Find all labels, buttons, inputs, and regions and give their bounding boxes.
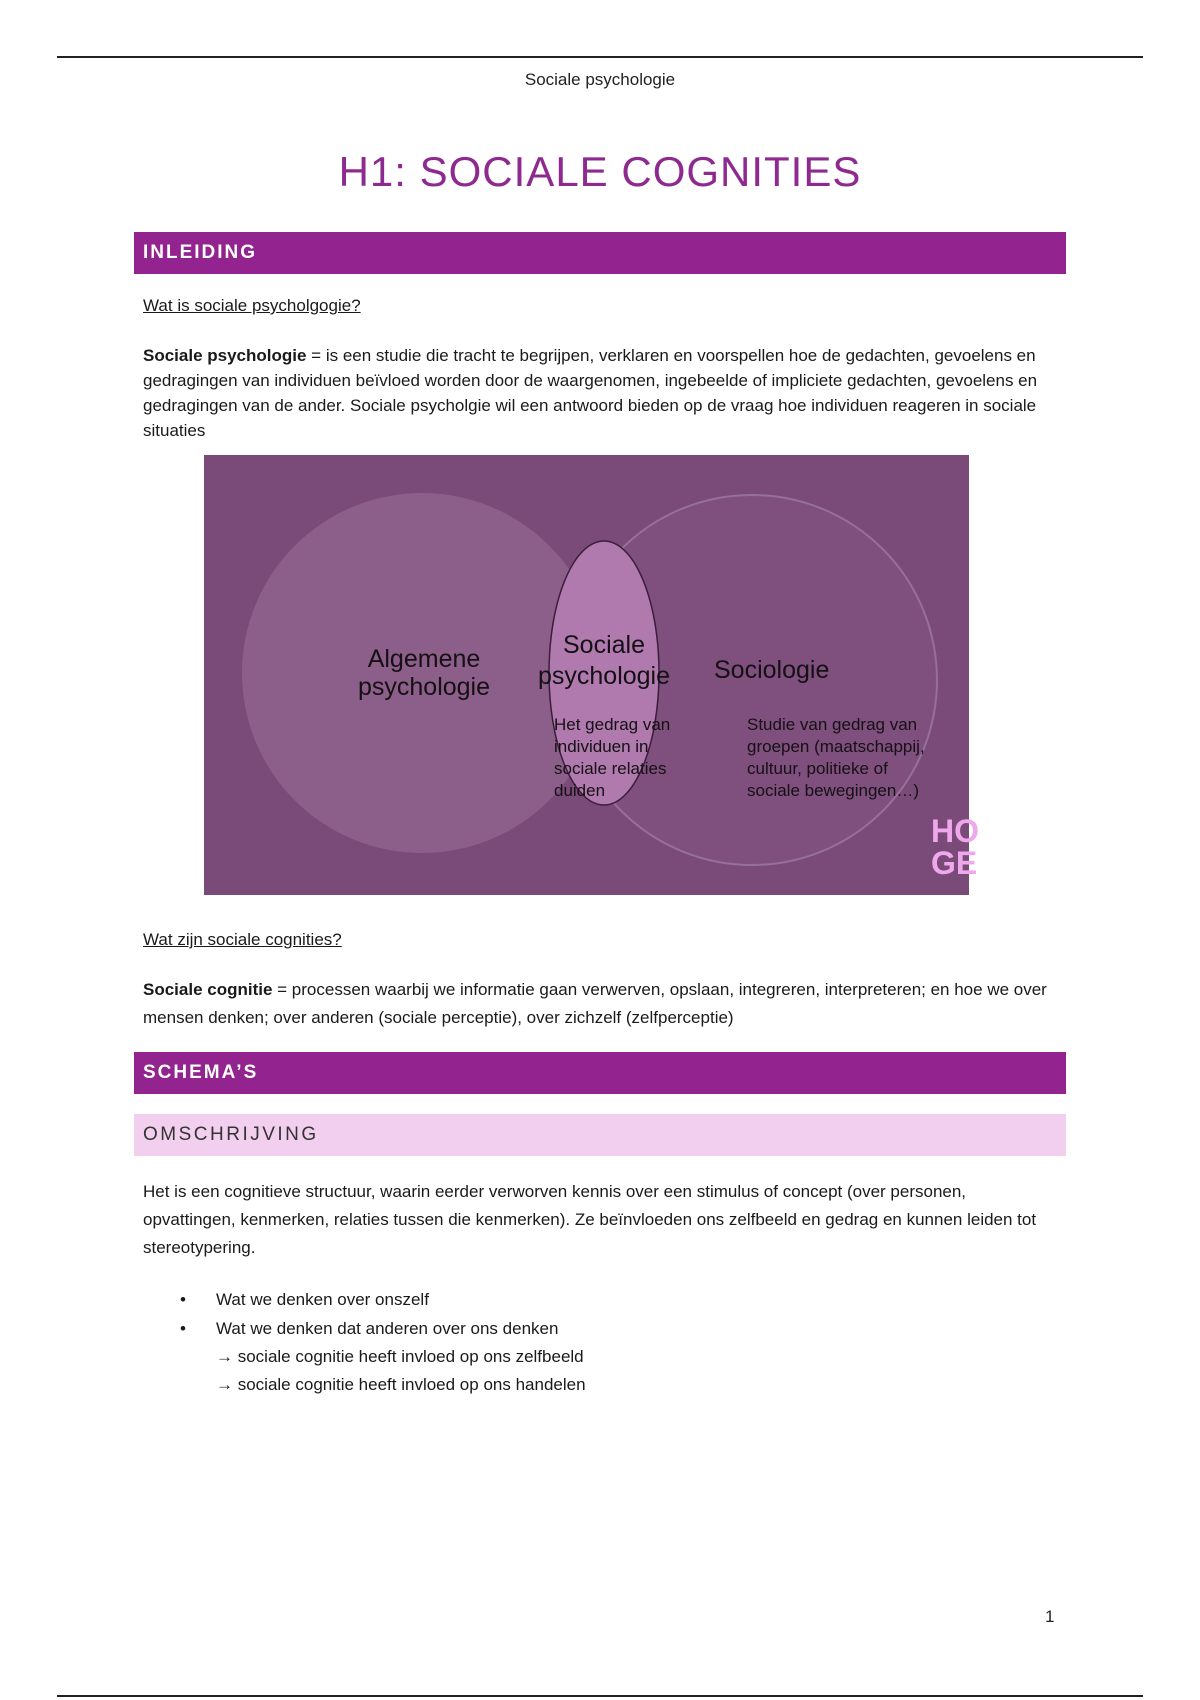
arrow-line: → sociale cognitie heeft invloed op ons zelfbeeld bbox=[216, 1347, 584, 1366]
list-item-text: Wat we denken over onszelf bbox=[216, 1290, 429, 1309]
label-general-psychology-line1: Algemene bbox=[367, 645, 481, 673]
desc-social-psychology-line: individuen in bbox=[554, 737, 649, 756]
definition-social-cognition bbox=[143, 976, 1063, 1032]
definition-term: Sociale psychologie bbox=[143, 346, 307, 365]
desc-sociology bbox=[747, 714, 957, 802]
label-social-psychology-line2: psychologie bbox=[537, 662, 671, 690]
page-number: 1 bbox=[1045, 1607, 1055, 1626]
section-heading-schemas: SCHEMA’S bbox=[134, 1052, 1066, 1094]
venn-diagram bbox=[204, 455, 979, 895]
running-header: Sociale psychologie bbox=[524, 70, 676, 89]
desc-social-psychology-line: Het gedrag van bbox=[554, 715, 671, 734]
schema-description: Het is een cognitieve structuur, waarin eerder verworven kennis over een stimulus of concept (over personen, opvattingen, kenmerken, relaties tussen die kenmerken). Ze beïnvloeden ons zelfbeeld en gedrag en kunnen leiden tot stereotypering. bbox=[143, 1182, 1037, 1257]
top-rule bbox=[57, 56, 1143, 58]
list-item bbox=[180, 1314, 586, 1343]
section-heading-inleiding: INLEIDING bbox=[134, 232, 1066, 274]
logo-line1: HO bbox=[931, 813, 979, 849]
desc-social-psychology-line: sociale relaties bbox=[554, 759, 667, 778]
question-what-is-social-psychology: Wat is sociale psycholgogie? bbox=[143, 296, 361, 315]
desc-sociology-line: groepen (maatschappij, bbox=[747, 737, 925, 756]
list-item bbox=[180, 1285, 586, 1314]
bullet-list bbox=[180, 1285, 586, 1399]
desc-sociology-line: Studie van gedrag van bbox=[747, 715, 918, 734]
desc-sociology-line: sociale bewegingen…) bbox=[747, 781, 919, 800]
desc-social-psychology-line: duiden bbox=[554, 781, 606, 800]
definition-text: = is een studie die tracht te begrijpen, verklaren en voorspellen hoe de gedachten, gevoelens en gedragingen van individuen beïvloed worden door de waargenomen, ingebeelde of impliciete gedachten, gevoelens en gedragingen van de ander. Sociale psycholgie wil een antwoord bieden op de vraag hoe individuen reageren in sociale situaties bbox=[143, 346, 1038, 440]
bottom-rule bbox=[57, 1695, 1143, 1697]
label-general-psychology-line2: psychologie bbox=[357, 673, 491, 701]
bullet-symbol: • bbox=[180, 1319, 186, 1338]
list-item-text: Wat we denken dat anderen over ons denken bbox=[216, 1319, 559, 1338]
desc-sociology-line: cultuur, politieke of bbox=[747, 759, 888, 778]
subsection-heading-omschrijving: OMSCHRIJVING bbox=[134, 1114, 1066, 1156]
bullet-symbol: • bbox=[180, 1290, 186, 1309]
question-what-are-social-cognitions: Wat zijn sociale cognities? bbox=[143, 930, 342, 949]
definition-term: Sociale cognitie bbox=[143, 980, 273, 999]
logo-mark bbox=[931, 813, 979, 881]
label-general-psychology bbox=[344, 645, 504, 701]
label-social-psychology-line1: Sociale bbox=[563, 631, 645, 659]
desc-social-psychology bbox=[554, 714, 694, 802]
chapter-title: H1: SOCIALE COGNITIES bbox=[338, 148, 862, 195]
arrow-line: → sociale cognitie heeft invloed op ons handelen bbox=[216, 1375, 586, 1394]
label-sociology: Sociologie bbox=[714, 656, 830, 684]
logo-line2: GE bbox=[931, 845, 978, 881]
definition-text: = processen waarbij we informatie gaan verwerven, opslaan, integreren, interpreteren; en hoe we over mensen denken; over anderen (sociale perceptie), over zichzelf (zelfperceptie) bbox=[143, 980, 1047, 1027]
definition-social-psychology bbox=[143, 343, 1063, 443]
label-social-psychology bbox=[524, 630, 684, 692]
